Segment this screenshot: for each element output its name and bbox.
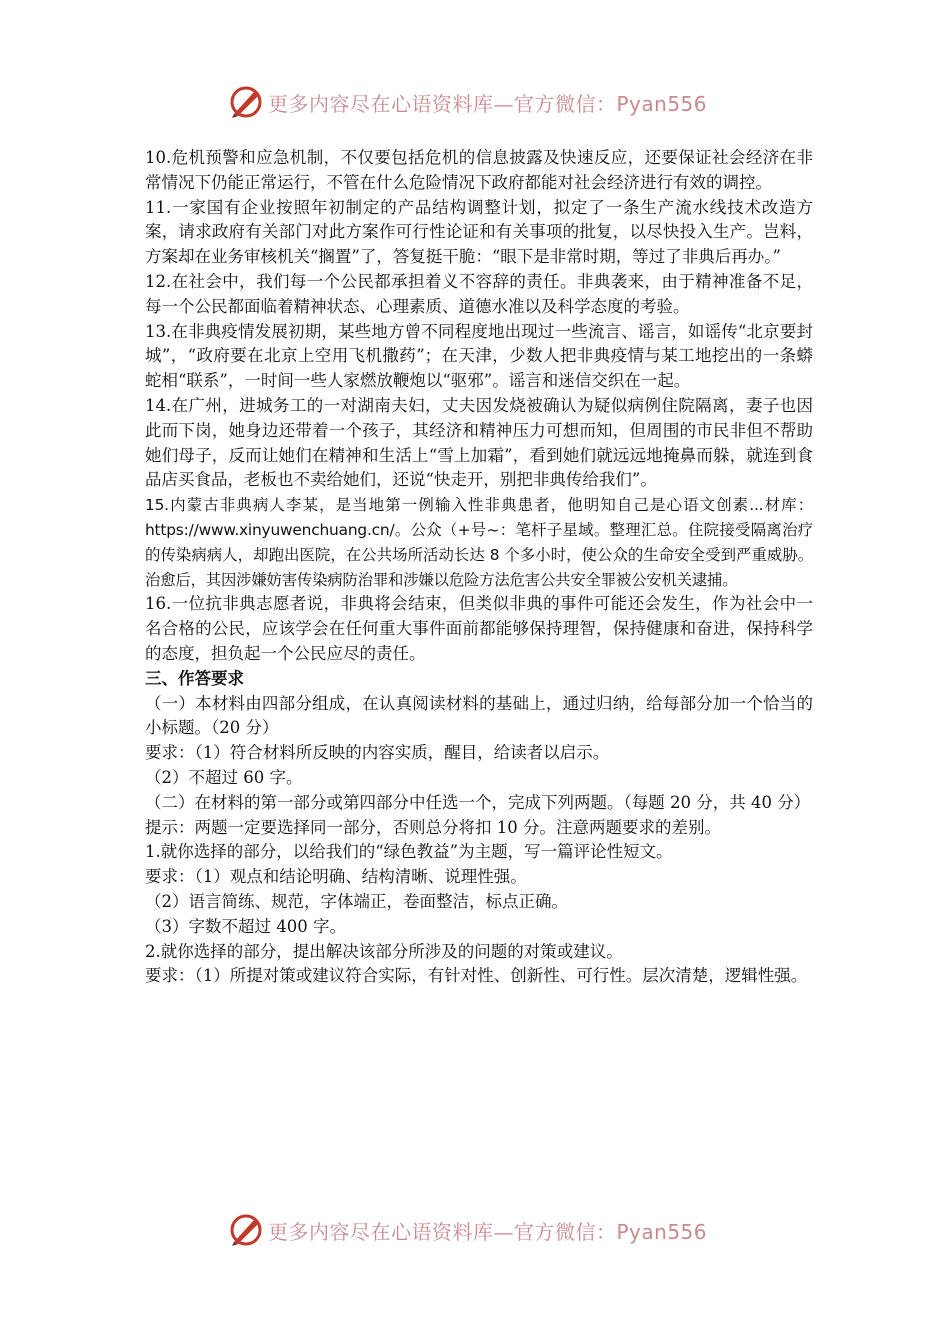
paragraph-10: 10.危机预警和应急机制，不仅要包括危机的信息披露及快速反应，还要保证社会经济在非常情况下仍能正常运行，不管在什么危险情况下政府都能对社会经济进行有效的调控。 <box>145 148 813 192</box>
paragraph-14: 14.在广州，进城务工的一对湖南夫妇，丈夫因发烧被确认为疑似病例住院隔离，妻子也因此而下岗，她身边还带着一个孩子，其经济和精神压力可想而知，但周围的市民非但不帮助她们母子，反而让她们在精神和生活上“雪上加霜”，看到她们就远远地掩鼻而躲，就连到食品店买食品，老板也不卖给她们，还说“快走开，别把非典传给我们”。 <box>145 395 813 490</box>
pen-logo-icon <box>228 1212 264 1248</box>
paragraph-13: 13.在非典疫情发展初期，某些地方曾不同程度地出现过一些流言、谣言，如谣传“北京要封城”，“政府要在北京上空用飞机撒药”；在天津，少数人把非典疫情与某工地挖出的一条蟒蛇相“联系”，一时间一些人家燃放鞭炮以“驱邪”。谣言和迷信交织在一起。 <box>145 321 813 391</box>
paragraph-15: 15.内蒙古非典病人李某，是当地第一例输入性非典患者，他明知自己是心语文创素...材库：https://www.xinyuwenchuang.cn/。公众（+号~：笔杆子星域。整理汇总。住院接受隔离治疗的传染病病人，却跑出医院，在公共场所活动长达 8 个多小时，使公众的生命安全受到严重威胁。治愈后，其因涉嫌妨害传染病防治罪和涉嫌以危险方法危害公共安全罪被公安机关逮捕。 <box>145 496 813 589</box>
footer-banner <box>228 1210 728 1250</box>
question-1: 1.就你选择的部分，以给我们的“绿色教益”为主题，写一篇评论性短文。 <box>145 842 673 862</box>
header-wechat-id: Pyan556 <box>616 92 708 116</box>
paragraph-12: 12.在社会中，我们每一个公民都承担着义不容辞的责任。非典袭来，由于精神准备不足，每一个公民都面临着精神状态、心理素质、道德水准以及科学态度的考验。 <box>145 271 813 316</box>
task-one: （一）本材料由四部分组成，在认真阅读材料的基础上，通过归纳，给每部分加一个恰当的小标题。（20 分） <box>145 693 813 738</box>
header-banner <box>228 82 728 122</box>
pen-logo-icon <box>228 84 264 120</box>
task-two-hint: 提示：两题一定要选择同一部分，否则总分将扣 10 分。注意两题要求的差别。 <box>145 817 721 837</box>
paragraph-11: 11.一家国有企业按照年初制定的产品结构调整计划，拟定了一条生产流水线技术改造方案，请求政府有关部门对此方案作可行性论证和有关事项的批复，以尽快投入生产。岂料，方案却在业务审核机关“搁置”了，答复挺干脆：“眼下是非常时期，等过了非典后再办。” <box>145 197 813 267</box>
header-banner-text: 更多内容尽在心语资料库—官方微信：Pyan556 <box>268 92 708 116</box>
task-one-req-2: （2）不超过 60 字。 <box>145 767 303 787</box>
question-1-req-1: 要求：（1）观点和结论明确、结构清晰、说理性强。 <box>145 867 527 887</box>
question-2: 2.就你选择的部分，提出解决该部分所涉及的问题的对策或建议。 <box>145 941 623 961</box>
question-2-req-1: 要求：（1）所提对策或建议符合实际，有针对性、创新性、可行性。层次清楚，逻辑性强。 <box>145 966 808 986</box>
footer-wechat-id: Pyan556 <box>616 1220 708 1244</box>
footer-banner-text: 更多内容尽在心语资料库—官方微信：Pyan556 <box>268 1220 708 1244</box>
task-one-req-1: 要求：（1）符合材料所反映的内容实质，醒目，给读者以启示。 <box>145 743 610 763</box>
question-1-req-2: （2）语言简练、规范，字体端正，卷面整洁，标点正确。 <box>145 891 568 911</box>
task-two: （二）在材料的第一部分或第四部分中任选一个，完成下列两题。（每题 20 分，共 40 分） <box>145 792 811 812</box>
question-1-req-3: （3）字数不超过 400 字。 <box>145 916 346 936</box>
paragraph-16: 16.一位抗非典志愿者说，非典将会结束，但类似非典的事件可能还会发生，作为社会中一名合格的公民，应该学会在任何重大事件面前都能够保持理智，保持健康和奋进，保持科学的态度，担负起一个公民应尽的责任。 <box>145 594 813 663</box>
document-body <box>145 146 813 989</box>
section-heading: 三、作答要求 <box>145 668 244 688</box>
